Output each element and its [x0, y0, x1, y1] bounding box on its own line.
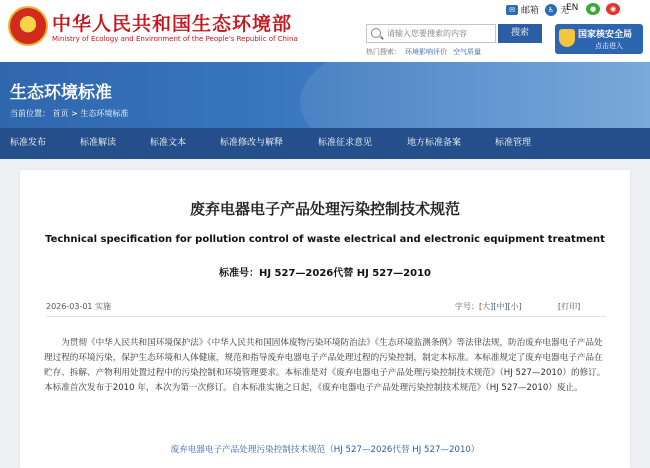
search-input[interactable]	[387, 26, 493, 41]
article-card	[20, 170, 630, 468]
nnsa-entry-button[interactable]	[555, 24, 643, 54]
nav-item-amendment[interactable]: 标准修改与解释	[220, 138, 284, 148]
font-size-large[interactable]: [大]	[479, 302, 494, 311]
effective-date: 2026-03-01 实施	[46, 302, 112, 311]
mail-link[interactable]: ✉ 邮箱	[506, 3, 539, 16]
site-title[interactable]: 中华人民共和国生态环境部	[52, 13, 293, 35]
nnsa-enter-label: 点击进入	[595, 42, 623, 50]
nav-item-management[interactable]: 标准管理	[495, 138, 532, 148]
weibo-link[interactable]	[606, 3, 620, 15]
article-title-en: Technical specification for pollution control of waste electrical and electronic equipment treatment	[45, 234, 605, 245]
section-title: 生态环境标准	[10, 83, 112, 103]
font-size-small[interactable]: [小]	[507, 302, 522, 311]
nnsa-label: 国家核安全局	[578, 30, 633, 40]
breadcrumb[interactable]: 当前位置： 首页 > 生态环境标准	[10, 109, 129, 118]
accessibility-link[interactable]: ♿ 无	[545, 3, 569, 16]
main-nav	[0, 128, 650, 159]
nnsa-shield-icon	[559, 29, 575, 47]
weibo-icon: ◉	[606, 3, 620, 15]
accessibility-icon: ♿	[545, 4, 557, 16]
search-box	[366, 24, 496, 43]
wechat-link[interactable]	[586, 3, 600, 15]
hot-searches	[366, 47, 487, 57]
nav-item-local-filing[interactable]: 地方标准备案	[407, 138, 462, 148]
hot-item[interactable]: 空气质量	[453, 48, 481, 56]
language-link[interactable]: EN	[566, 3, 579, 13]
national-emblem-icon[interactable]	[8, 6, 48, 46]
mail-icon: ✉	[506, 5, 518, 15]
nav-item-text[interactable]: 标准文本	[150, 138, 187, 148]
section-banner	[0, 62, 650, 128]
search-button[interactable]: 搜索	[498, 24, 542, 43]
attachment-link[interactable]: 废弃电器电子产品处理污染控制技术规范（HJ 527—2026代替 HJ 527—2010）	[170, 445, 480, 455]
nav-item-interpretation[interactable]: 标准解读	[80, 138, 117, 148]
nav-item-consultation[interactable]: 标准征求意见	[318, 138, 373, 148]
hot-label: 热门搜索：	[366, 48, 401, 56]
site-title-en: Ministry of Ecology and Environment of the People's Republic of China	[52, 35, 298, 43]
standard-number: 标准号：HJ 527—2026代替 HJ 527—2010	[218, 268, 432, 279]
article-paragraph: 为贯彻《中华人民共和国环境保护法》《中华人民共和国固体废物污染环境防治法》《生态环境监测条例》等法律法规，防治废弃电器电子产品处理过程的环境污染，保护生态环境和人体健康，规范和指导废弃电器电子产品处理过程的污染控制，制定本标准。本标准规定了废弃电器电子产品在贮存、拆解、产物利用处置过程中的污染控制和环境管理要求。本标准是对《废弃电器电子产品处理污染控制技术规范》（HJ 527—2010）的修订。本标准首次发布于2010 年，本次为第一次修订。自本标准实施之日起，《废弃电器电子产品处理污染控制技术规范》（HJ 527—2010）废止。	[44, 338, 606, 393]
article-body	[44, 336, 606, 396]
article-title: 废弃电器电子产品处理污染控制技术规范	[189, 200, 460, 218]
font-size-label: 字号：	[455, 302, 479, 311]
wechat-icon: ●	[586, 3, 600, 15]
divider	[46, 316, 606, 317]
font-size-control	[455, 301, 522, 312]
print-button[interactable]: [打印]	[558, 302, 581, 311]
hot-item[interactable]: 环境影响评价	[405, 48, 447, 56]
site-header	[0, 0, 650, 62]
nav-item-release[interactable]: 标准发布	[10, 138, 47, 148]
font-size-medium[interactable]: [中]	[493, 302, 508, 311]
search-icon	[371, 28, 381, 38]
